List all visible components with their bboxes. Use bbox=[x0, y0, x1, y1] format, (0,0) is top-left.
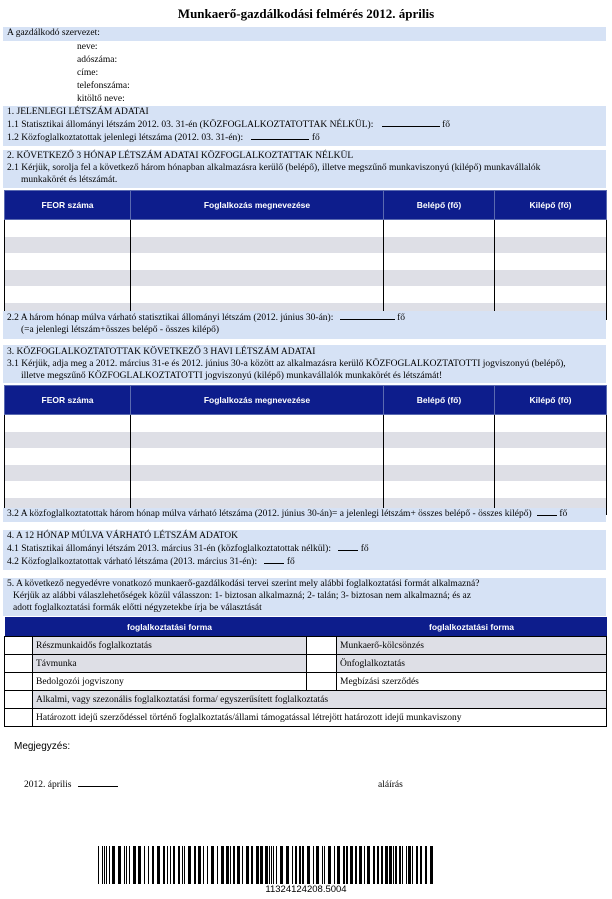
org-phone-label: telefonszáma: bbox=[77, 81, 130, 91]
form-label: Részmunkaidős foglalkoztatás bbox=[33, 637, 307, 655]
s1-field-2[interactable] bbox=[251, 139, 309, 140]
table-row bbox=[5, 655, 607, 673]
s3-table-row bbox=[5, 481, 607, 498]
s2-cell[interactable] bbox=[131, 220, 384, 237]
barcode-bar bbox=[198, 846, 201, 884]
answer-box[interactable] bbox=[307, 673, 337, 691]
s3-col-entering: Belépő (fő) bbox=[384, 386, 495, 415]
s5-header-spacer-left bbox=[5, 617, 33, 637]
barcode-bar bbox=[299, 846, 301, 884]
barcode-bar bbox=[324, 846, 325, 884]
barcode-bar bbox=[106, 846, 107, 884]
barcode-bar bbox=[430, 846, 433, 884]
s3-2-band bbox=[3, 508, 606, 522]
signature-label: aláírás bbox=[378, 780, 403, 790]
s3-cell[interactable] bbox=[495, 415, 607, 432]
form-label: Munkaerő-kölcsönzés bbox=[337, 637, 607, 655]
answer-box[interactable] bbox=[5, 709, 33, 727]
barcode-bar bbox=[144, 846, 145, 884]
barcode-bar bbox=[313, 846, 314, 884]
s2-field-1[interactable] bbox=[340, 319, 395, 320]
barcode-bar bbox=[167, 846, 168, 884]
s2-col-occupation: Foglalkozás megnevezése bbox=[131, 191, 384, 220]
s3-table-row bbox=[5, 465, 607, 482]
s3-cell[interactable] bbox=[131, 481, 384, 498]
s4-unit-1: fő bbox=[360, 544, 369, 554]
barcode-bar bbox=[260, 846, 263, 884]
s2-cell[interactable] bbox=[384, 237, 495, 254]
s3-cell[interactable] bbox=[5, 415, 131, 432]
s5-col-form-left: foglalkoztatási forma bbox=[33, 617, 307, 637]
s2-col-leaving: Kilépő (fő) bbox=[495, 191, 607, 220]
barcode-bar bbox=[364, 846, 365, 884]
answer-box[interactable] bbox=[5, 673, 33, 691]
barcode-bar bbox=[124, 846, 125, 884]
barcode-bar bbox=[276, 846, 277, 884]
page-title: Munkaerő-gazdálkodási felmérés 2012. április bbox=[177, 6, 435, 21]
s3-cell[interactable] bbox=[131, 432, 384, 449]
barcode-bar bbox=[233, 846, 235, 884]
s5-forms-table bbox=[4, 617, 607, 727]
section-4-heading: 4. A 12 HÓNAP MÚLVA VÁRHATÓ LÉTSZÁM ADATOK bbox=[7, 531, 239, 541]
s4-line-2 bbox=[7, 557, 295, 568]
s3-line-2 bbox=[7, 509, 567, 520]
barcode-bar bbox=[337, 846, 340, 884]
s4-field-2[interactable] bbox=[264, 563, 284, 564]
barcode-bar bbox=[328, 846, 331, 884]
section-1-band bbox=[3, 106, 606, 146]
s1-line-1-text: 1.1 Statisztikai állományi létszám 2012. 03. 31-én (KÖZFOGLALKOZTATOTTAK NÉLKÜL): bbox=[7, 120, 374, 130]
s1-line-2 bbox=[7, 133, 320, 144]
s2-table-row bbox=[5, 220, 607, 237]
barcode-bar bbox=[402, 846, 403, 884]
s2-cell[interactable] bbox=[495, 286, 607, 303]
s3-cell[interactable] bbox=[5, 481, 131, 498]
s2-cell[interactable] bbox=[131, 270, 384, 287]
s2-cell[interactable] bbox=[131, 286, 384, 303]
s3-line-1a: 3.1 Kérjük, adja meg a 2012. március 31-e és 2012. június 30-a között az alkalmazásra kerülő KÖZFOGLALKOZTATOTTI jogviszonyú (belépő), bbox=[7, 359, 566, 369]
barcode-bar bbox=[163, 846, 165, 884]
barcode-bar bbox=[237, 846, 240, 884]
s2-cell[interactable] bbox=[131, 253, 384, 270]
barcode-bar bbox=[217, 846, 218, 884]
barcode-bar bbox=[173, 846, 175, 884]
s2-cell[interactable] bbox=[5, 220, 131, 237]
table-row bbox=[5, 691, 607, 709]
s3-cell[interactable] bbox=[5, 448, 131, 465]
s1-line-1 bbox=[7, 120, 450, 131]
barcode-bar bbox=[184, 846, 185, 884]
form-label: Távmunka bbox=[33, 655, 307, 673]
s2-unit: fő bbox=[397, 313, 406, 323]
section-1-heading: 1. JELENLEGI LÉTSZÁM ADATAI bbox=[7, 107, 149, 117]
s3-cell[interactable] bbox=[131, 465, 384, 482]
s3-cell[interactable] bbox=[5, 465, 131, 482]
barcode-bar bbox=[302, 846, 304, 884]
barcode-bar bbox=[182, 846, 183, 884]
barcode-number: 11324124208.5004 bbox=[265, 884, 347, 895]
s3-field-1[interactable] bbox=[537, 515, 557, 516]
org-filler-label: kitöltő neve: bbox=[77, 94, 125, 104]
barcode-bar bbox=[373, 846, 375, 884]
answer-box[interactable] bbox=[5, 637, 33, 655]
s3-cell[interactable] bbox=[5, 432, 131, 449]
section-2-band bbox=[3, 150, 606, 188]
s2-cell[interactable] bbox=[495, 220, 607, 237]
form-label: Bedolgozói jogviszony bbox=[33, 673, 307, 691]
s2-table-row bbox=[5, 286, 607, 303]
s2-cell[interactable] bbox=[5, 286, 131, 303]
answer-box[interactable] bbox=[5, 655, 33, 673]
s2-cell[interactable] bbox=[495, 270, 607, 287]
s3-unit: fő bbox=[559, 509, 568, 519]
s3-cell[interactable] bbox=[131, 415, 384, 432]
s2-col-feor: FEOR száma bbox=[5, 191, 131, 220]
s1-line-2-text: 1.2 Közfoglalkoztatottak jelenlegi létszáma (2012. 03. 31-én): bbox=[7, 133, 244, 143]
s3-line-1b: illetve megszűnő KÖZFOGLALKOZTATOTTI jogviszonyú (kilépő) munkavállalók munkakörét és létszámát! bbox=[21, 371, 443, 381]
barcode-bar bbox=[408, 846, 411, 884]
s2-cell[interactable] bbox=[5, 237, 131, 254]
s2-line-1a: 2.1 Kérjük, sorolja fel a következő három hónapban alkalmazásra kerülő (belépő), illetve megszűnő munkaviszonyú (kilépő) munkavállalók bbox=[7, 163, 541, 173]
s4-unit-2: fő bbox=[286, 557, 295, 567]
barcode-bar bbox=[377, 846, 379, 884]
s2-table-row bbox=[5, 253, 607, 270]
barcode-bar bbox=[109, 846, 110, 884]
s2-line-2a-text: 2.2 A három hónap múlva várható statisztikai állományi létszám (2012. június 30-án): bbox=[7, 313, 334, 323]
barcode-bar bbox=[112, 846, 115, 884]
barcode-bar bbox=[322, 846, 323, 884]
barcode-bar bbox=[393, 846, 394, 884]
org-header-band bbox=[3, 27, 606, 41]
s2-cell[interactable] bbox=[5, 253, 131, 270]
org-header: A gazdálkodó szervezet: bbox=[7, 28, 100, 38]
barcode-bar bbox=[230, 846, 231, 884]
s3-cell[interactable] bbox=[384, 481, 495, 498]
barcode-bar bbox=[359, 846, 362, 884]
s2-2-band bbox=[3, 311, 606, 339]
s2-table-row bbox=[5, 237, 607, 254]
date-label: 2012. április bbox=[24, 780, 72, 790]
barcode-bar bbox=[381, 846, 383, 884]
barcode-bar bbox=[102, 846, 103, 884]
barcode-bar bbox=[346, 846, 348, 884]
s2-cell[interactable] bbox=[495, 237, 607, 254]
barcode-bar bbox=[395, 846, 397, 884]
s2-table-row bbox=[5, 270, 607, 287]
barcode-bar bbox=[316, 846, 319, 884]
s3-cell[interactable] bbox=[495, 481, 607, 498]
s3-cell[interactable] bbox=[384, 415, 495, 432]
s2-cell[interactable] bbox=[495, 253, 607, 270]
s1-field-1[interactable] bbox=[382, 126, 440, 127]
barcode-bar bbox=[271, 846, 272, 884]
barcode-bar bbox=[194, 846, 196, 884]
barcode-bar bbox=[367, 846, 370, 884]
s2-cell[interactable] bbox=[384, 270, 495, 287]
s3-table bbox=[4, 385, 607, 515]
org-address-label: címe: bbox=[77, 68, 99, 78]
barcode-bar bbox=[211, 846, 214, 884]
barcode-bar bbox=[256, 846, 259, 884]
org-name-label: neve: bbox=[77, 42, 98, 52]
barcode-bar bbox=[425, 846, 427, 884]
barcode-bar bbox=[273, 846, 274, 884]
form-label: Önfoglalkoztatás bbox=[337, 655, 607, 673]
s3-col-occupation: Foglalkozás megnevezése bbox=[131, 386, 384, 415]
barcode-bar bbox=[118, 846, 121, 884]
date-line bbox=[24, 780, 118, 790]
s1-unit-1: fő bbox=[442, 120, 451, 130]
barcode-bar bbox=[343, 846, 345, 884]
s3-table-row bbox=[5, 448, 607, 465]
section-3-heading: 3. KÖZFOGLALKOZTATOTTAK KÖVETKEZŐ 3 HAVI LÉTSZÁM ADATAI bbox=[7, 347, 316, 357]
s3-cell[interactable] bbox=[384, 465, 495, 482]
barcode-bar bbox=[406, 846, 407, 884]
barcode-bar bbox=[334, 846, 335, 884]
s5-col-form-right: foglalkoztatási forma bbox=[337, 617, 607, 637]
s2-line-2b: (=a jelenlegi létszám+összes belépő - összes kilépő) bbox=[21, 325, 220, 335]
barcode-bar bbox=[178, 846, 180, 884]
form-label-wide: Határozott idejű szerződéssel történő foglalkoztatás/állami támogatással létrejött határozott idejű munkaviszony bbox=[33, 709, 607, 727]
barcode-bar bbox=[138, 846, 141, 884]
s2-cell[interactable] bbox=[384, 286, 495, 303]
barcode-bar bbox=[133, 846, 136, 884]
barcode-bar bbox=[226, 846, 229, 884]
s2-line-2a bbox=[7, 313, 405, 324]
form-label: Megbízási szerződés bbox=[337, 673, 607, 691]
s3-cell[interactable] bbox=[495, 432, 607, 449]
s5-line-1: 5. A következő negyedévre vonatkozó munkaerő-gazdálkodási tervei szerint mely alábbi foglalkoztatási formát alkalmazná? bbox=[7, 579, 480, 589]
s2-cell[interactable] bbox=[384, 253, 495, 270]
barcode-bar bbox=[295, 846, 297, 884]
s5-header-spacer-right bbox=[307, 617, 337, 637]
barcode-bar bbox=[98, 846, 99, 884]
table-row bbox=[5, 673, 607, 691]
form-label-wide: Alkalmi, vagy szezonális foglalkoztatási forma/ egyszerűsített foglalkoztatás bbox=[33, 691, 607, 709]
barcode-bar bbox=[207, 846, 208, 884]
s2-cell[interactable] bbox=[384, 220, 495, 237]
s2-line-1b: munkakörét és létszámát. bbox=[21, 175, 118, 185]
barcode-bar bbox=[286, 846, 289, 884]
barcode-bar bbox=[148, 846, 149, 884]
s3-cell[interactable] bbox=[495, 448, 607, 465]
section-2-heading: 2. KÖVETKEZŐ 3 HÓNAP LÉTSZÁM ADATAI KÖZFOGLALKOZTATTAK NÉLKÜL bbox=[7, 151, 354, 161]
s1-unit-2: fő bbox=[311, 133, 320, 143]
barcode-image bbox=[98, 846, 436, 884]
barcode-bar bbox=[152, 846, 154, 884]
s3-col-feor: FEOR száma bbox=[5, 386, 131, 415]
barcode-bar bbox=[350, 846, 353, 884]
barcode-bar bbox=[246, 846, 249, 884]
barcode-bar bbox=[399, 846, 401, 884]
note-label: Megjegyzés: bbox=[14, 741, 71, 752]
s3-cell[interactable] bbox=[495, 465, 607, 482]
barcode-bar bbox=[129, 846, 130, 884]
barcode-bar bbox=[157, 846, 160, 884]
section-5-band bbox=[3, 578, 606, 616]
barcode-bar bbox=[104, 846, 105, 884]
barcode-bar bbox=[170, 846, 171, 884]
s3-cell[interactable] bbox=[384, 448, 495, 465]
barcode-bar bbox=[389, 846, 392, 884]
barcode-bar bbox=[416, 846, 418, 884]
barcode-bar bbox=[242, 846, 243, 884]
s2-table bbox=[4, 190, 607, 320]
s4-line-1-text: 4.1 Statisztikai állományi létszám 2013. március 31-én (közfoglalkoztatottak nélkül): bbox=[7, 544, 331, 554]
s2-col-entering: Belépő (fő) bbox=[384, 191, 495, 220]
barcode-bar bbox=[265, 846, 268, 884]
s2-cell[interactable] bbox=[5, 270, 131, 287]
barcode-bar bbox=[221, 846, 224, 884]
s3-line-2-text: 3.2 A közfoglalkoztatottak három hónap múlva várható létszáma (2012. június 30-án)= a jelenlegi létszám+ összes belépő - összes kilépő) bbox=[7, 509, 532, 519]
s4-field-1[interactable] bbox=[338, 550, 358, 551]
s3-cell[interactable] bbox=[384, 432, 495, 449]
barcode-bar bbox=[355, 846, 357, 884]
section-4-band bbox=[3, 530, 606, 570]
org-taxnumber-label: adószáma: bbox=[77, 55, 118, 65]
s3-table-row bbox=[5, 432, 607, 449]
s3-cell[interactable] bbox=[131, 448, 384, 465]
answer-box[interactable] bbox=[307, 655, 337, 673]
section-3-band bbox=[3, 345, 606, 383]
barcode-bar bbox=[126, 846, 127, 884]
s3-col-leaving: Kilépő (fő) bbox=[495, 386, 607, 415]
s4-line-2-text: 4.2 Közfoglalkoztatottak várható létszáma (2013. március 31-én): bbox=[7, 557, 258, 567]
table-row bbox=[5, 637, 607, 655]
barcode-bar bbox=[203, 846, 204, 884]
barcode-bar bbox=[420, 846, 422, 884]
date-field[interactable] bbox=[78, 786, 118, 787]
s4-line-1 bbox=[7, 544, 369, 555]
answer-box[interactable] bbox=[5, 691, 33, 709]
barcode-bar bbox=[412, 846, 413, 884]
s2-cell[interactable] bbox=[131, 237, 384, 254]
s3-table-row bbox=[5, 415, 607, 432]
barcode-bar bbox=[269, 846, 270, 884]
barcode-bar bbox=[280, 846, 283, 884]
barcode-bar bbox=[307, 846, 310, 884]
barcode-bar bbox=[292, 846, 293, 884]
barcode-bar bbox=[385, 846, 388, 884]
s5-line-3: adott foglalkoztatási formák előtti négyzetekbe írja be választását bbox=[13, 603, 262, 613]
barcode-bar bbox=[188, 846, 191, 884]
table-row bbox=[5, 709, 607, 727]
answer-box[interactable] bbox=[307, 637, 337, 655]
barcode-bar bbox=[251, 846, 253, 884]
s5-line-2: Kérjük az alábbi válaszlehetőségek közül válasszon: 1- biztosan alkalmazná; 2- talán; 3- biztosan nem alkalmazná; és az bbox=[13, 591, 471, 601]
